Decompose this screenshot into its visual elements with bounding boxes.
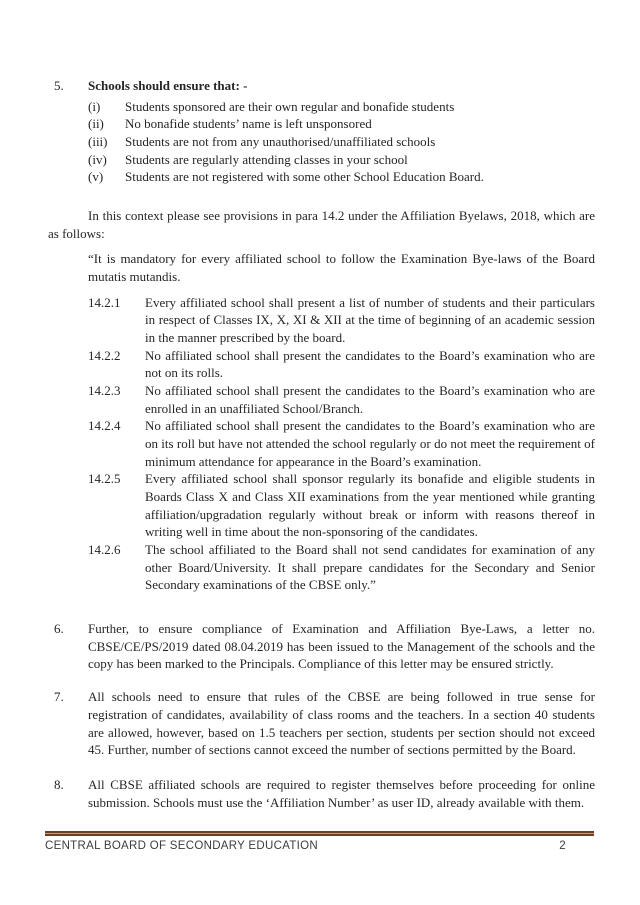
byelaw-text: Every affiliated school shall sponsor regularly its bonafide and eligible students in Boards Class X and Class XII examinations from the year mentioned while granting affiliation/upgradation regularly without break or inform with reasons thereof in writing well in time about the non-sponsoring of the candidates. [145,471,595,540]
byelaw-number: 14.2.3 [88,383,121,399]
roman-text: Students sponsored are their own regular and bonafide students [125,98,455,114]
list-item-7 [48,688,595,759]
byelaw-text: No affiliated school shall present the candidates to the Board’s examination who are not on its rolls. [145,347,595,381]
byelaw-item [88,347,595,382]
byelaw-number: 14.2.1 [88,294,121,310]
roman-text: Students are not from any unauthorised/unaffiliated schools [125,134,436,150]
list-item-6 [48,620,595,673]
roman-label: (v) [88,169,104,185]
list-item [88,133,595,151]
roman-text: Students are regularly attending classes in your school [125,151,408,167]
page-number: 2 [559,840,566,852]
byelaw-item [88,294,595,347]
byelaw-text: No affiliated school shall present the candidates to the Board’s examination who are enrolled in an unaffiliated School/Branch. [145,383,595,416]
footer-divider-rule [45,831,594,836]
byelaw-text: Every affiliated school shall present a list of number of students and their particulars in respect of Classes IX, X, XI & XII at the time of beginning of an academic session in the manner prescribed by the board. [145,294,595,346]
item-number: 8. [54,776,64,792]
item-number: 6. [54,621,64,637]
byelaw-item [88,470,595,541]
byelaw-number: 14.2.5 [88,471,121,487]
item-number: 7. [54,689,64,705]
roman-sublist [88,98,595,186]
byelaw-item [88,382,595,417]
item-body [88,77,595,186]
item5-heading: Schools should ensure that: - [88,78,248,93]
context-paragraph: In this context please see provisions in para 14.2 under the Affiliation Byelaws, 2018, which are as follows: [48,208,595,241]
byelaw-item [88,541,595,594]
byelaw-list [88,294,595,594]
list-item-8 [48,776,595,811]
page-footer [45,831,594,855]
list-item [88,98,595,116]
roman-label: (i) [88,98,101,114]
list-item-5 [48,77,595,186]
footer-text-row [45,839,594,855]
byelaw-text: The school affiliated to the Board shall not send candidates for examination of any other Board/University. It shall prepare candidates for the Secondary and Senior Secondary examinations of the CBSE only.” [145,542,595,593]
organization-name: CENTRAL BOARD OF SECONDARY EDUCATION [45,840,318,852]
item-text: All schools need to ensure that rules of the CBSE are being followed in true sense for registration of candidates, availability of class rooms and the teachers. In a section 40 students are allowed, however, based on 1.5 teachers per section, students per section should not exceed 45. Further, number of sections cannot exceed the number of sections permitted by the Board. [88,689,595,758]
list-item [88,168,595,186]
roman-text: Students are not registered with some other School Education Board. [125,169,484,185]
roman-label: (iv) [88,151,107,167]
item-text: All CBSE affiliated schools are required to register themselves before proceeding for online submission. Schools must use the ‘Affiliation Number’ as user ID, already available with them. [88,776,595,810]
roman-label: (iii) [88,134,108,150]
byelaw-number: 14.2.4 [88,418,121,434]
roman-text: No bonafide students’ name is left unsponsored [125,116,372,132]
byelaw-number: 14.2.6 [88,542,121,558]
quote-paragraph: “It is mandatory for every affiliated school to follow the Examination Bye-laws of the Board mutatis mutandis. [88,251,595,285]
list-item [88,115,595,133]
byelaw-number: 14.2.2 [88,347,121,363]
byelaw-text: No affiliated school shall present the candidates to the Board’s examination who are on its roll but have not attended the school regularly or do not meet the requirement of minimum attendance for appearance in the Board’s examination. [145,418,595,469]
item-number: 5. [54,78,64,93]
document-content [48,77,595,811]
byelaw-item [88,417,595,470]
item-text: Further, to ensure compliance of Examination and Affiliation Bye-Laws, a letter no. CBSE/CE/PS/2019 dated 08.04.2019 has been issued to the Management of the schools and the copy has been marked to the Principals. Compliance of this letter may be ensured strictly. [88,621,595,672]
list-item [88,151,595,169]
roman-label: (ii) [88,116,104,132]
